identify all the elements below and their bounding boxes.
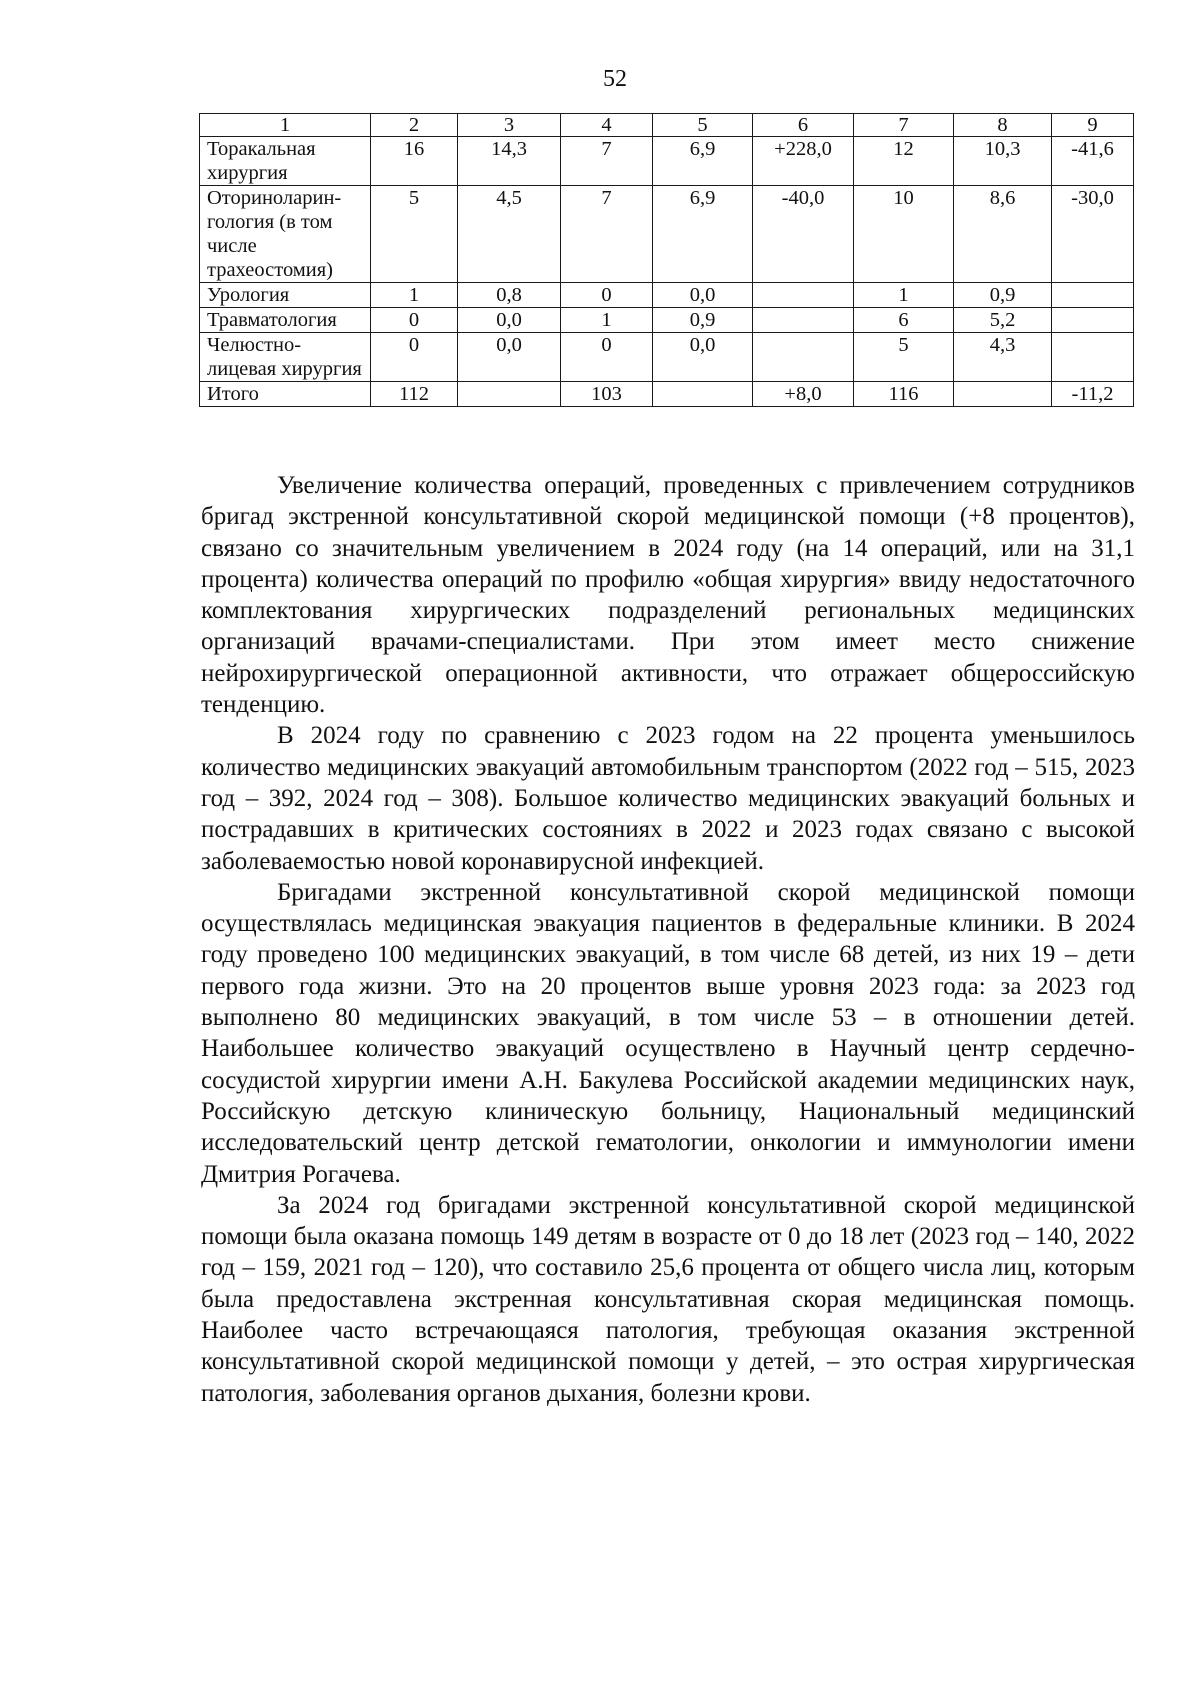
table-row (200, 333, 1134, 382)
table-cell: 8,6 (954, 186, 1052, 283)
table-row (200, 308, 1134, 333)
table-cell: 0,0 (458, 308, 561, 333)
table-cell: 4,3 (954, 333, 1052, 382)
table-cell: 7 (561, 186, 653, 283)
table-cell: 0,0 (653, 283, 753, 308)
table-row (200, 186, 1134, 283)
table-cell: 4,5 (458, 186, 561, 283)
table-cell: 103 (561, 382, 653, 407)
row-label (200, 382, 371, 407)
table-total-row (200, 382, 1134, 407)
table-cell: 1 (561, 308, 653, 333)
table-cell: 0,9 (954, 283, 1052, 308)
paragraph: Увеличение количества операций, проведенных с привлечением сотрудников бригад экстренной консультативной скорой медицинской помощи (+8 процентов), связано со значительным увеличением в 2024 году (на 14 операций, или на 31,1 процента) количества операций по профилю «общая хирургия» ввиду недостаточного комплектования хирургических подразделений региональных медицинских организаций врачами-специалистами. При этом имеет место снижение нейрохирургической операционной активности, что отражает общероссийскую тенденцию. (201, 472, 1135, 719)
table-cell: 0,8 (458, 283, 561, 308)
table-cell: -41,6 (1052, 137, 1134, 186)
table-header-cell: 2 (371, 114, 458, 137)
table-header-cell: 1 (200, 114, 371, 137)
row-label-text: Урология (207, 284, 290, 306)
table-cell: 112 (371, 382, 458, 407)
row-label-text: Челюстно-лицевая хирургия (207, 334, 362, 380)
table-cell: 5 (854, 333, 954, 382)
table-cell: 1 (371, 283, 458, 308)
table-cell: 14,3 (458, 137, 561, 186)
table-header-cell: 4 (561, 114, 653, 137)
table-cell (1052, 333, 1134, 382)
row-label-text: Торакальная хирургия (207, 138, 316, 184)
paragraph: Бригадами экстренной консультативной скорой медицинской помощи осуществлялась медицинская эвакуация пациентов в федеральные клиники. В 2024 году проведено 100 медицинских эвакуаций, в том числе 68 детей, из них 19 – дети первого года жизни. Это на 20 процентов выше уровня 2023 года: за 2023 год выполнено 80 медицинских эвакуаций, в том числе 53 – в отношении детей. Наибольшее количество эвакуаций осуществлено в Научный центр сердечно-сосудистой хирургии имени А.Н. Бакулева Российской академии медицинских наук, Российскую детскую клиническую больницу, Национальный медицинский исследовательский центр детской гематологии, онкологии и иммунологии имени Дмитрия Рогачева. (201, 878, 1135, 1188)
row-label (200, 283, 371, 308)
table-cell: 16 (371, 137, 458, 186)
row-label-text: Оториноларин-гология (в том числе трахеостомия) (207, 187, 342, 281)
row-label-text: Травматология (207, 309, 337, 331)
table-cell: 0 (371, 333, 458, 382)
table-cell: 10,3 (954, 137, 1052, 186)
paragraph: В 2024 году по сравнению с 2023 годом на 22 процента уменьшилось количество медицинских эвакуаций автомобильным транспортом (2022 год – 515, 2023 год – 392, 2024 год – 308). Большое количество медицинских эвакуаций больных и пострадавших в критических состояниях в 2022 и 2023 годах связано с высокой заболеваемостью новой коронавирусной инфекцией. (201, 722, 1135, 875)
table-row (200, 283, 1134, 308)
table-cell: 10 (854, 186, 954, 283)
table-cell (753, 308, 854, 333)
table-header-cell: 7 (854, 114, 954, 137)
table-cell: 0,9 (653, 308, 753, 333)
table-cell: +228,0 (753, 137, 854, 186)
table-cell (458, 382, 561, 407)
table-cell: 1 (854, 283, 954, 308)
table-cell: 0,0 (458, 333, 561, 382)
row-label (200, 137, 371, 186)
table-cell (954, 382, 1052, 407)
table-cell: 6,9 (653, 137, 753, 186)
row-label (200, 186, 371, 283)
table-cell: 6,9 (653, 186, 753, 283)
table-cell (753, 283, 854, 308)
table-cell (1052, 308, 1134, 333)
table-cell: 116 (854, 382, 954, 407)
table-cell: -30,0 (1052, 186, 1134, 283)
table-cell (753, 333, 854, 382)
statistics-table (199, 113, 1134, 407)
table-header-cell: 9 (1052, 114, 1134, 137)
body-text (201, 470, 1135, 1409)
table-cell: 0,0 (653, 333, 753, 382)
table-cell: 0 (561, 283, 653, 308)
table-cell: -40,0 (753, 186, 854, 283)
table-cell: 5 (371, 186, 458, 283)
table-header-cell: 5 (653, 114, 753, 137)
table-cell: 0 (561, 333, 653, 382)
table-header-cell: 6 (753, 114, 854, 137)
table-cell (653, 382, 753, 407)
table-header-row (200, 114, 1134, 137)
table-header-cell: 8 (954, 114, 1052, 137)
table-cell: 12 (854, 137, 954, 186)
table-cell: -11,2 (1052, 382, 1134, 407)
row-label (200, 308, 371, 333)
table-row (200, 137, 1134, 186)
page-number: 52 (603, 66, 627, 92)
table-cell: 6 (854, 308, 954, 333)
table-cell: 7 (561, 137, 653, 186)
table-cell (1052, 283, 1134, 308)
row-label (200, 333, 371, 382)
table-cell: 5,2 (954, 308, 1052, 333)
paragraph: За 2024 год бригадами экстренной консультативной скорой медицинской помощи была оказана помощь 149 детям в возрасте от 0 до 18 лет (2023 год – 140, 2022 год – 159, 2021 год – 120), что составило 25,6 процента от общего числа лиц, которым была предоставлена экстренная консультативная скорая медицинская помощь. Наиболее часто встречающаяся патология, требующая оказания экстренной консультативной скорой медицинской помощи у детей, – это острая хирургическая патология, заболевания органов дыхания, болезни крови. (201, 1191, 1135, 1407)
table-cell: 0 (371, 308, 458, 333)
row-label-text: Итого (207, 383, 259, 405)
table-header-cell: 3 (458, 114, 561, 137)
table-cell: +8,0 (753, 382, 854, 407)
